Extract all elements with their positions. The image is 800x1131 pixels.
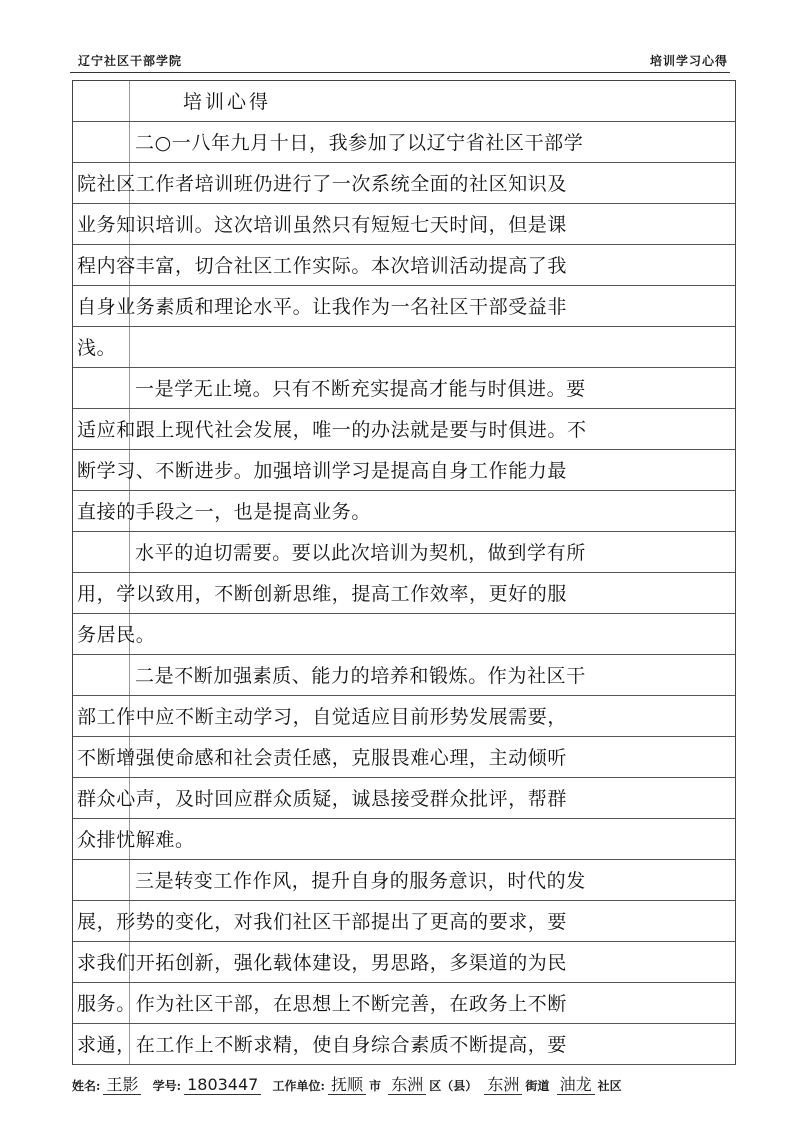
essay-line: 群众心声，及时回应群众质疑，诚恳接受群众批评，帮群 xyxy=(77,788,568,810)
essay-line-row xyxy=(73,204,735,245)
essay-line: 二○一八年九月十日，我参加了以辽宁省社区干部学 xyxy=(135,132,584,154)
community-label: 社区 xyxy=(597,1079,622,1093)
essay-line-row xyxy=(73,327,735,368)
city-label: 市 xyxy=(368,1079,381,1093)
essay-line: 用，学以致用，不断创新思维，提高工作效率，更好的服 xyxy=(77,583,568,605)
name-value: 王影 xyxy=(103,1075,141,1095)
essay-line-row xyxy=(73,368,735,409)
essay-line-row xyxy=(73,573,735,614)
essay-line-row xyxy=(73,655,735,696)
essay-line: 求我们开拓创新，强化载体建设，男思路，多渠道的为民 xyxy=(77,952,568,974)
essay-line: 程内容丰富，切合社区工作实际。本次培训活动提高了我 xyxy=(77,255,568,277)
district-label: 区（县） xyxy=(429,1079,478,1093)
essay-line: 三是转变工作作风，提升自身的服务意识，时代的发 xyxy=(135,870,586,892)
name-label: 姓名: xyxy=(72,1079,101,1093)
essay-line: 直接的手段之一，也是提高业务。 xyxy=(77,501,372,523)
essay-line: 众排忧解难。 xyxy=(77,829,195,851)
essay-line-row xyxy=(73,122,735,163)
essay-line-row xyxy=(73,819,735,860)
district-value: 东洲 xyxy=(388,1075,426,1095)
essay-line: 断学习、不断进步。加强培训学习是提高自身工作能力最 xyxy=(77,460,568,482)
street-label: 街道 xyxy=(525,1079,550,1093)
header-divider xyxy=(70,72,730,73)
essay-line: 部工作中应不断主动学习，自觉适应目前形势发展需要， xyxy=(77,706,568,728)
essay-line-row xyxy=(73,450,735,491)
essay-line: 二是不断加强素质、能力的培养和锻炼。作为社区干 xyxy=(135,665,586,687)
essay-line: 务居民。 xyxy=(77,624,156,646)
document-type-header: 培训学习心得 xyxy=(649,54,728,68)
community-value: 油龙 xyxy=(557,1075,595,1095)
essay-line-row xyxy=(73,983,735,1024)
essay-line-row xyxy=(73,737,735,778)
essay-line: 适应和跟上现代社会发展，唯一的办法就是要与时俱进。不 xyxy=(77,419,587,441)
essay-line: 自身业务素质和理论水平。让我作为一名社区干部受益非 xyxy=(77,296,568,318)
essay-line-row xyxy=(73,860,735,901)
essay-line: 一是学无止境。只有不断充实提高才能与时俱进。要 xyxy=(135,378,586,400)
essay-line-row xyxy=(73,1024,735,1065)
lined-writing-area xyxy=(72,80,736,1065)
student-id-label: 学号: xyxy=(152,1079,182,1093)
title-row xyxy=(73,81,735,122)
institution-header: 辽宁社区干部学院 xyxy=(78,54,183,68)
essay-line-row xyxy=(73,778,735,819)
essay-line-row xyxy=(73,409,735,450)
essay-line: 浅。 xyxy=(77,337,117,359)
essay-title: 培训心得 xyxy=(183,91,272,113)
essay-line: 求通，在工作上不断求精，使自身综合素质不断提高，要 xyxy=(77,1034,568,1056)
essay-line-row xyxy=(73,696,735,737)
street-value: 东洲 xyxy=(484,1075,522,1095)
essay-line: 服务。作为社区干部，在思想上不断完善，在政务上不断 xyxy=(77,993,568,1015)
essay-line-row xyxy=(73,491,735,532)
work-unit-label: 工作单位: xyxy=(272,1079,325,1093)
essay-line: 院社区工作者培训班仍进行了一次系统全面的社区知识及 xyxy=(77,173,568,195)
essay-line-row xyxy=(73,901,735,942)
essay-line-row xyxy=(73,942,735,983)
essay-line: 展，形势的变化，对我们社区干部提出了更高的要求，要 xyxy=(77,911,568,933)
student-id-value: 1803447 xyxy=(184,1075,261,1095)
essay-line-row xyxy=(73,163,735,204)
city-value: 抚顺 xyxy=(328,1075,366,1095)
essay-line-row xyxy=(73,245,735,286)
essay-line: 水平的迫切需要。要以此次培训为契机，做到学有所 xyxy=(135,542,586,564)
essay-line: 业务知识培训。这次培训虽然只有短短七天时间，但是课 xyxy=(77,214,568,236)
essay-line-row xyxy=(73,532,735,573)
student-info-footer xyxy=(72,1072,622,1095)
essay-line-row xyxy=(73,614,735,655)
essay-line-row xyxy=(73,286,735,327)
essay-line: 不断增强使命感和社会责任感，克服畏难心理，主动倾听 xyxy=(77,747,568,769)
